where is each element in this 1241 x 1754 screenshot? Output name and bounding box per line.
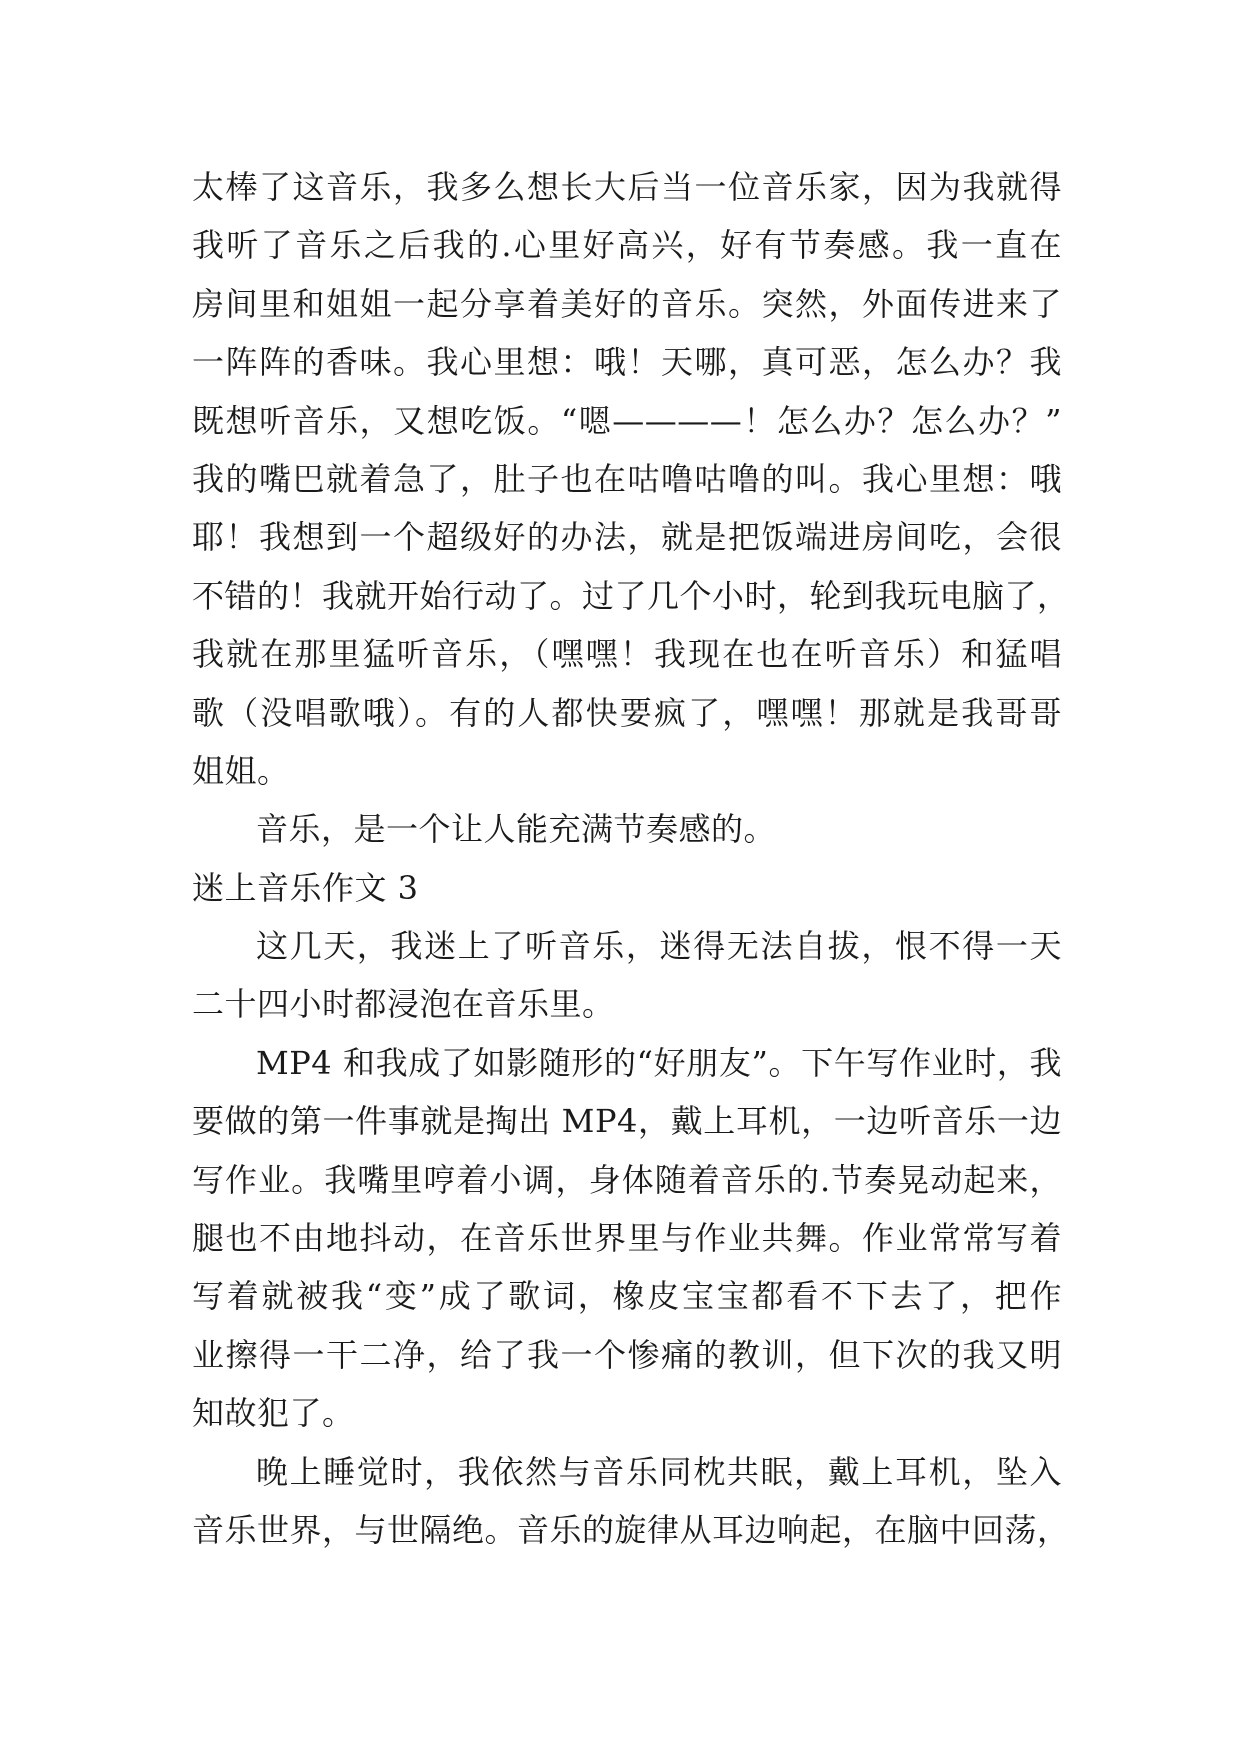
paragraph [192,1443,1070,1560]
text-line: 业擦得一干二净，给了我一个惨痛的教训，但下次的我又明 [192,1335,1062,1374]
text-line: 我的嘴巴就着急了，肚子也在咕噜咕噜的叫。我心里想：哦 [192,459,1062,498]
text-line: 歌（没唱歌哦）。有的人都快要疯了，嘿嘿！那就是我哥哥 [192,693,1062,732]
text-line: MP4 和我成了如影随形的“好朋友”。下午写作业时，我 [256,1043,1062,1082]
paragraph [192,800,1062,858]
text-line: 既想听音乐，又想吃饭。“嗯————！怎么办？怎么办？” [192,401,1062,440]
text-line: 知故犯了。 [192,1394,355,1433]
paragraph [192,917,1062,1034]
text-line: 我听了音乐之后我的.心里好高兴，好有节奏感。我一直在 [192,226,1062,265]
text-line: 姐姐。 [192,751,290,790]
text-line: 音乐，是一个让人能充满节奏感的。 [256,810,777,849]
text-line: 写作业。我嘴里哼着小调，身体随着音乐的.节奏晃动起来， [192,1160,1062,1199]
text-line: 腿也不由地抖动，在音乐世界里与作业共舞。作业常常写着 [192,1219,1062,1258]
text-line: 不错的！我就开始行动了。过了几个小时，轮到我玩电脑了， [192,576,1070,615]
paragraph [192,158,1070,800]
text-line: 一阵阵的香味。我心里想：哦！天哪，真可恶，怎么办？我 [192,343,1062,382]
text-line: 晚上睡觉时，我依然与音乐同枕共眠，戴上耳机，坠入 [256,1452,1062,1491]
section-heading [192,859,1062,917]
heading-text: 迷上音乐作文 3 [192,868,419,907]
paragraph [192,1034,1062,1443]
text-line: 太棒了这音乐，我多么想长大后当一位音乐家，因为我就得 [192,168,1062,206]
text-line: 房间里和姐姐一起分享着美好的音乐。突然，外面传进来了 [192,284,1062,323]
text-line: 耶！我想到一个超级好的办法，就是把饭端进房间吃，会很 [192,518,1062,557]
text-line: 音乐世界，与世隔绝。音乐的旋律从耳边响起，在脑中回荡， [192,1510,1070,1549]
document-body [192,158,1070,1559]
text-line: 写着就被我“变”成了歌词，橡皮宝宝都看不下去了，把作 [192,1277,1062,1316]
text-line: 我就在那里猛听音乐，（嘿嘿！我现在也在听音乐）和猛唱 [192,635,1062,674]
text-line: 二十四小时都浸泡在音乐里。 [192,985,615,1024]
text-line: 这几天，我迷上了听音乐，迷得无法自拔，恨不得一天 [256,927,1062,966]
text-line: 要做的第一件事就是掏出 MP4，戴上耳机，一边听音乐一边 [192,1102,1062,1141]
